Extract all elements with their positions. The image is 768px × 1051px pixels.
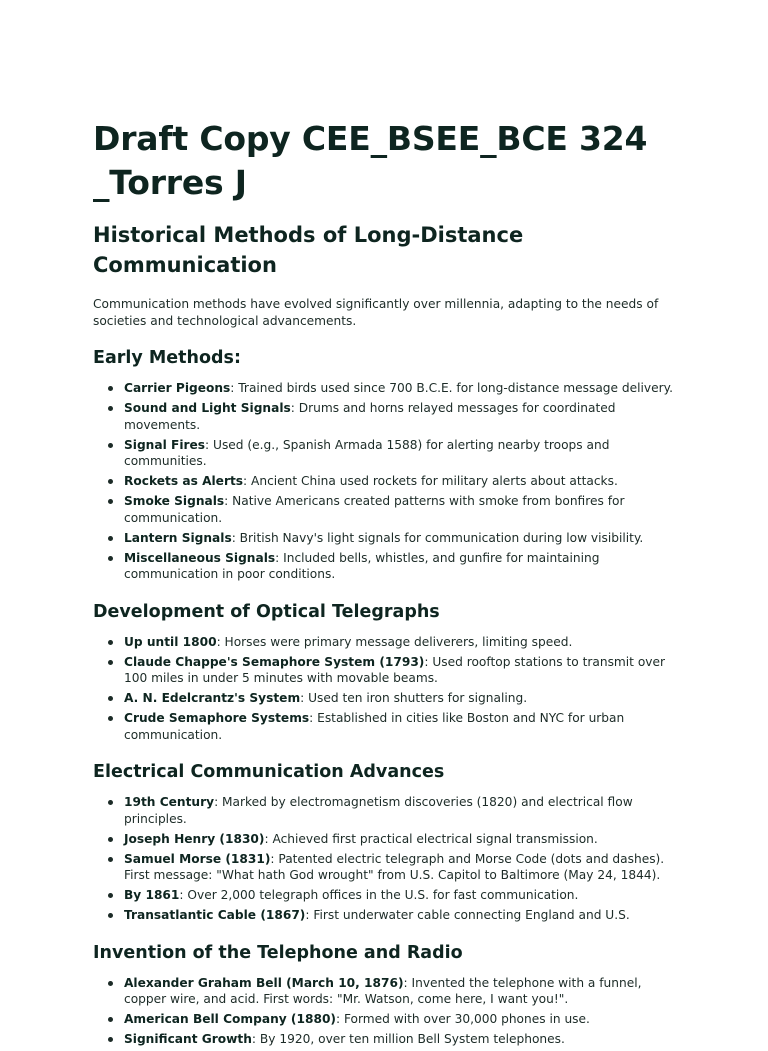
item-text: : Invented the telephone with a funnel, copper wire, and acid. First words: "Mr. Watson, come here, I want you!".: [124, 975, 642, 1006]
list-item: [93, 550, 673, 583]
document-content: [93, 117, 673, 1051]
item-term: Claude Chappe's Semaphore System (1793): [124, 654, 425, 669]
item-term: 19th Century: [124, 795, 215, 809]
list-item: [93, 1031, 673, 1048]
section-heading: Electrical Communication Advances: [93, 762, 445, 782]
item-text: : Used rooftop stations to transmit over 100 miles in under 5 minutes with movable beams.: [124, 654, 666, 685]
bullet-list: [93, 634, 673, 744]
item-text: : Established in cities like Boston and NYC for urban communication.: [124, 711, 625, 742]
section-heading: Development of Optical Telegraphs: [93, 601, 440, 622]
section-heading: Early Methods:: [93, 348, 241, 368]
item-term: Crude Semaphore Systems: [124, 711, 310, 725]
item-text: : British Navy's light signals for communication during low visibility.: [231, 530, 644, 545]
item-term: A. N. Edelcrantz's System: [124, 691, 301, 705]
item-term: Smoke Signals: [124, 494, 225, 508]
item-term: Samuel Morse (1831): [124, 851, 271, 866]
item-text: : Native Americans created patterns with smoke from bonfires for communication.: [124, 494, 625, 525]
section-heading: Invention of the Telephone and Radio: [93, 942, 463, 963]
document-heading: Historical Methods of Long-Distance Communication: [93, 223, 524, 277]
list-item: [93, 380, 673, 397]
item-text: : Included bells, whistles, and gunfire for maintaining communication in poor conditions.: [124, 550, 600, 581]
item-text: : Formed with over 30,000 phones in use.: [336, 1012, 590, 1026]
item-text: : By 1920, over ten million Bell System telephones.: [251, 1032, 565, 1046]
list-item: [93, 831, 673, 848]
item-term: Significant Growth: [124, 1032, 252, 1046]
item-term: Up until 1800: [124, 634, 217, 649]
item-text: : Horses were primary message deliverers, limiting speed.: [216, 634, 573, 649]
list-item: [93, 654, 673, 687]
list-item: [93, 907, 673, 924]
item-text: : Over 2,000 telegraph offices in the U.S. for fast communication.: [179, 888, 579, 902]
list-item: [93, 690, 673, 707]
item-term: Miscellaneous Signals: [124, 550, 276, 565]
item-term: Signal Fires: [124, 437, 206, 452]
item-text: : Marked by electromagnetism discoveries (1820) and electrical flow principles.: [124, 795, 633, 826]
list-item: [93, 1011, 673, 1028]
list-item: [93, 851, 673, 884]
item-text: : Used ten iron shutters for signaling.: [300, 691, 528, 705]
item-term: Carrier Pigeons: [124, 381, 231, 395]
list-item: [93, 975, 673, 1008]
document-title: Draft Copy CEE_BSEE_BCE 324 _Torres J: [93, 119, 648, 202]
list-item: [93, 794, 673, 827]
bullet-list: [93, 380, 673, 583]
list-item: [93, 400, 673, 433]
section-optical-telegraphs: [93, 600, 673, 744]
bullet-list: [93, 794, 673, 924]
item-term: Lantern Signals: [124, 530, 232, 545]
bullet-list: [93, 975, 673, 1048]
section-early-methods: [93, 346, 673, 583]
list-item: [93, 710, 673, 743]
list-item: [93, 887, 673, 904]
item-text: : Achieved first practical electrical signal transmission.: [264, 831, 598, 846]
item-term: Transatlantic Cable (1867): [124, 908, 306, 922]
item-text: : Patented electric telegraph and Morse Code (dots and dashes). First message: "What hath God wrought" from U.S. Capitol to Baltimore (May 24, 1844).: [124, 851, 665, 882]
item-term: Rockets as Alerts: [124, 474, 244, 488]
item-term: Sound and Light Signals: [124, 401, 291, 415]
section-electrical-advances: [93, 760, 673, 924]
list-item: [93, 473, 673, 490]
item-text: : First underwater cable connecting England and U.S.: [305, 908, 630, 922]
item-text: : Used (e.g., Spanish Armada 1588) for alerting nearby troops and communities.: [124, 437, 610, 468]
intro-paragraph: Communication methods have evolved significantly over millennia, adapting to the needs of societies and technological advancements.: [93, 297, 659, 328]
item-text: : Trained birds used since 700 B.C.E. for long-distance message delivery.: [230, 381, 673, 395]
item-term: American Bell Company (1880): [124, 1012, 336, 1026]
item-term: Alexander Graham Bell (March 10, 1876): [124, 975, 404, 990]
section-telephone-radio: [93, 941, 673, 1048]
item-term: Joseph Henry (1830): [124, 831, 265, 846]
item-text: : Drums and horns relayed messages for coordinated movements.: [124, 401, 616, 432]
list-item: [93, 634, 673, 651]
list-item: [93, 437, 673, 470]
item-text: : Ancient China used rockets for military alerts about attacks.: [243, 474, 618, 488]
list-item: [93, 530, 673, 547]
list-item: [93, 493, 673, 526]
item-term: By 1861: [124, 888, 180, 902]
